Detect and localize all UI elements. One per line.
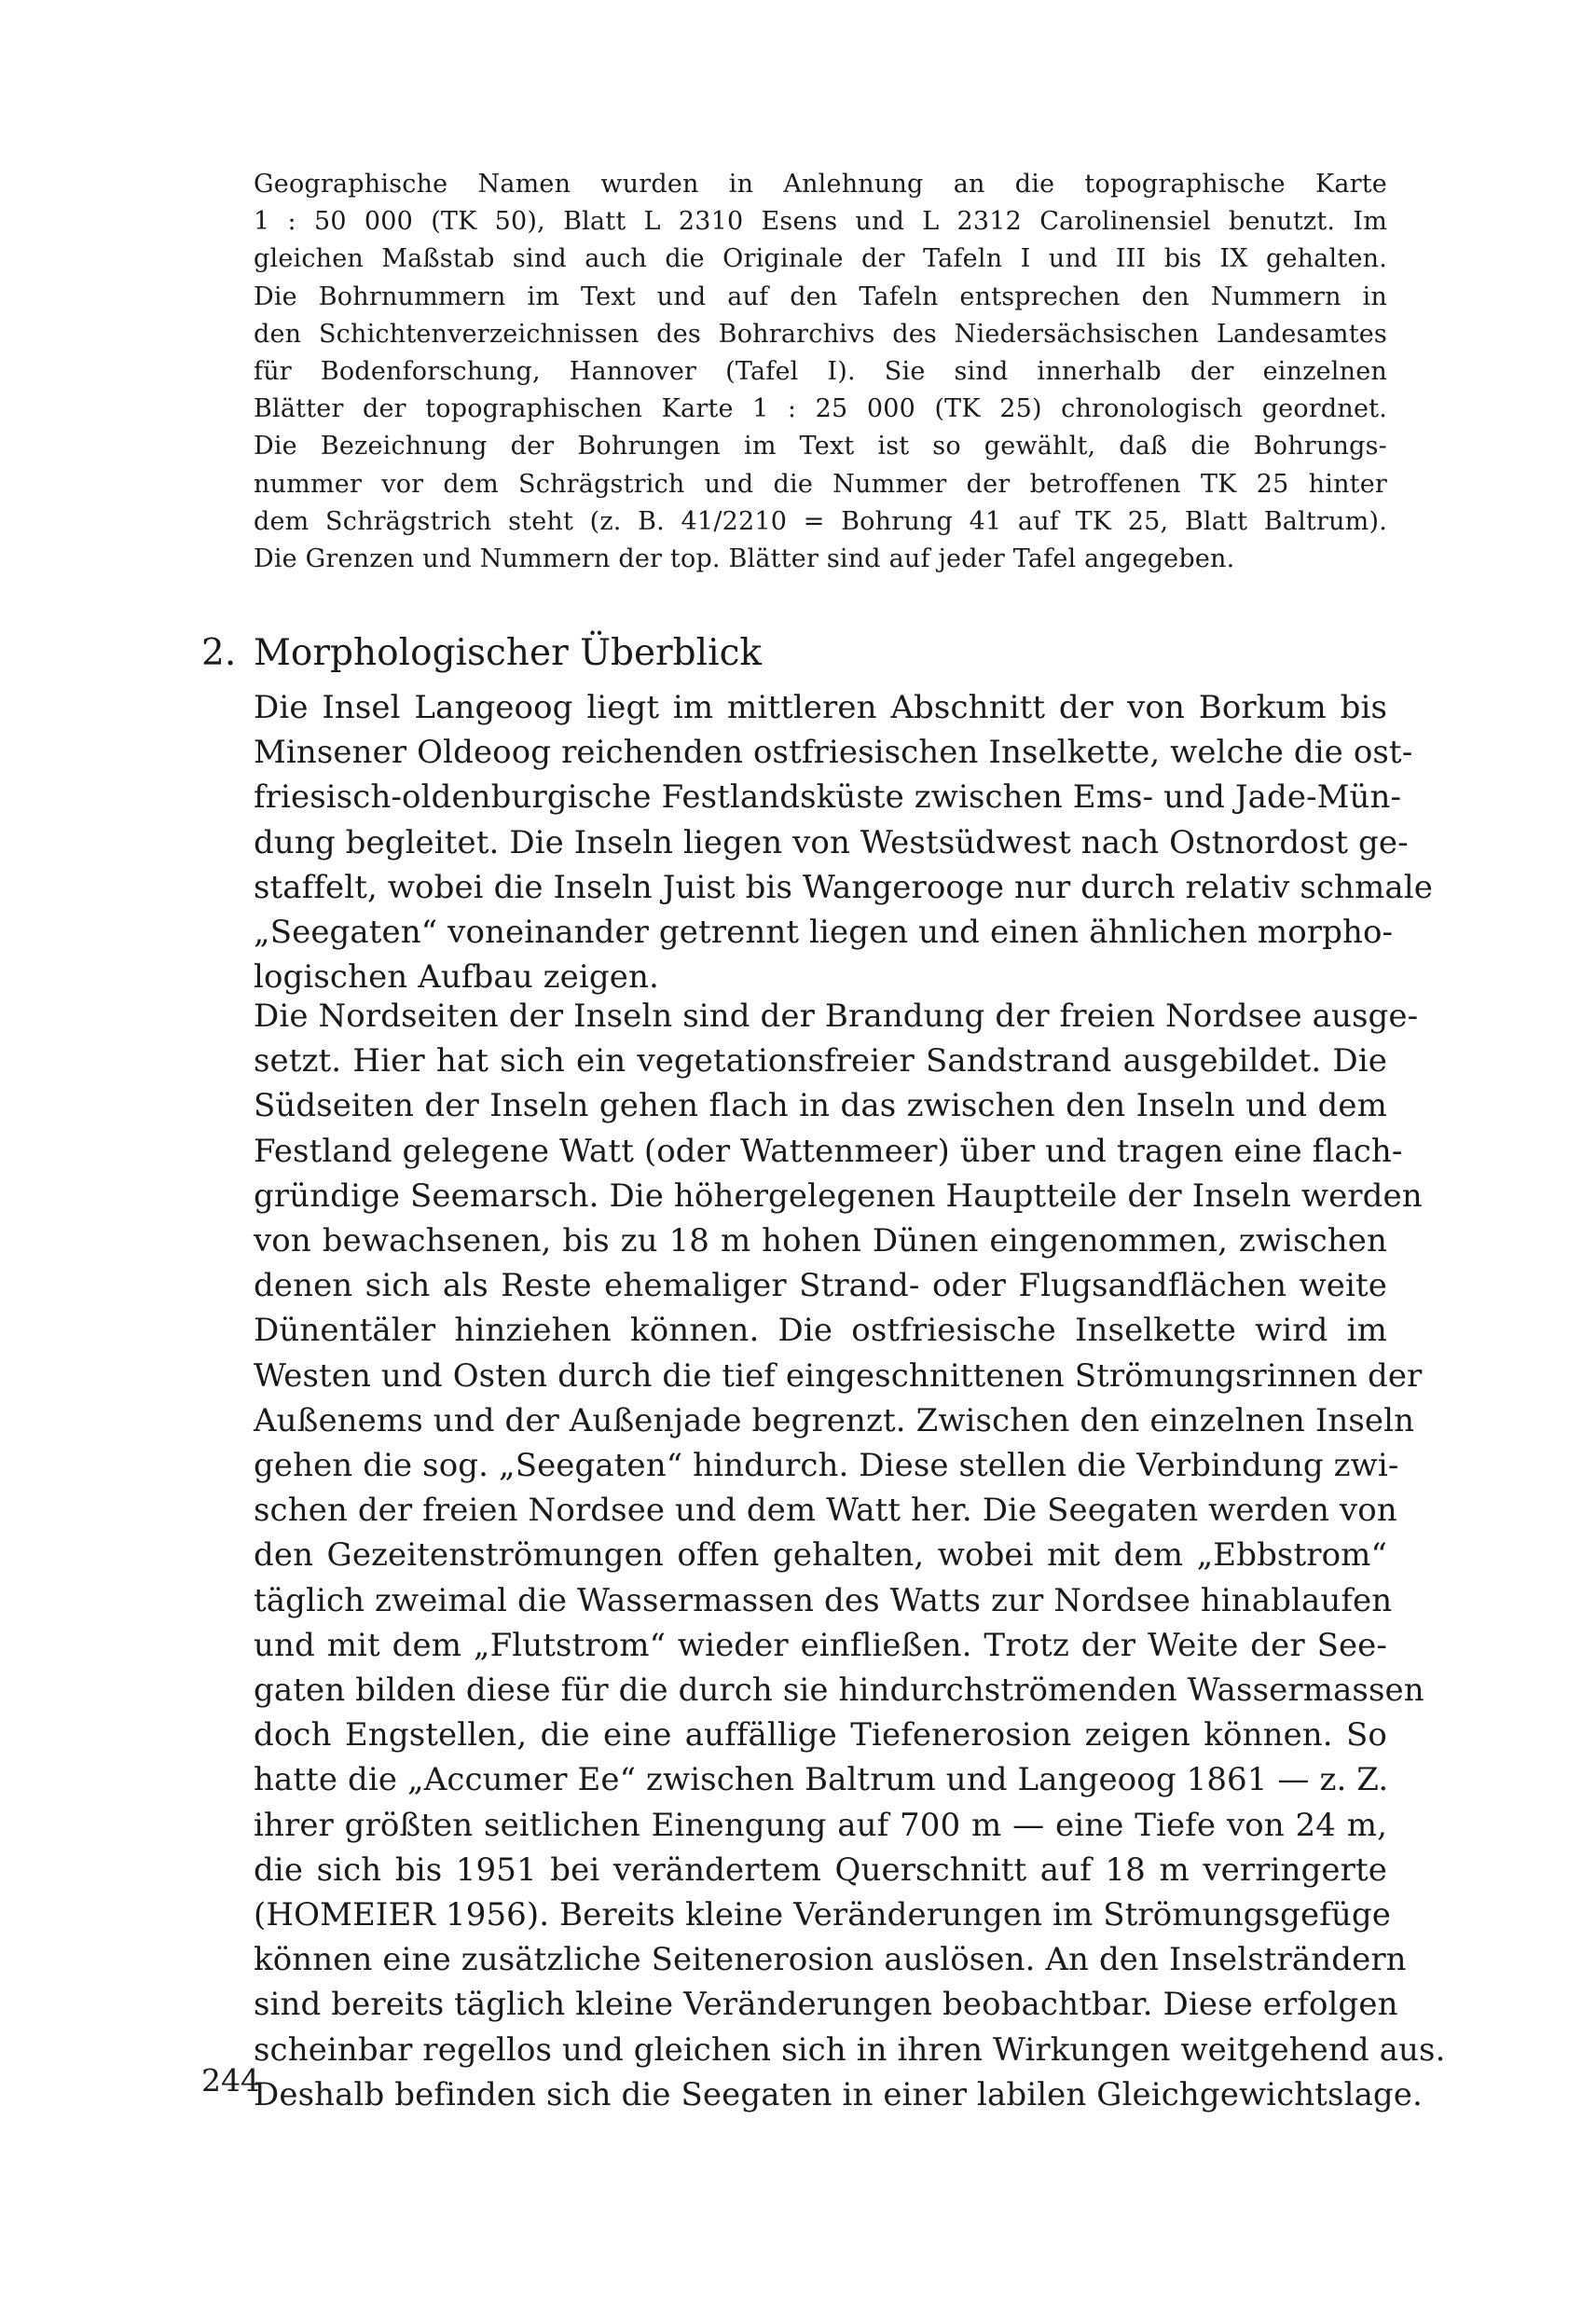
text-line: gründige Seemarsch. Die höhergelegenen Hauptteile der Inseln werden (254, 1177, 1423, 1215)
text-line: setzt. Hier hat sich ein vegetationsfreier Sandstrand ausgebildet. Die (254, 1042, 1387, 1080)
text-line: Die Nordseiten der Inseln sind der Brandung der freien Nordsee ausge- (254, 998, 1419, 1035)
text-line: Minsener Oldeoog reichenden ostfriesischen Inselkette, welche die ost- (254, 734, 1413, 772)
text-line: von bewachsenen, bis zu 18 m hohen Dünen eingenommen, zwischen (254, 1222, 1387, 1260)
text-line: scheinbar regellos und gleichen sich in ihren Wirkungen weitgehend aus. (254, 2030, 1446, 2069)
section-number: 2. (201, 632, 237, 674)
section-title: Morphologischer Überblick (254, 632, 763, 674)
page-number: 244 (201, 2062, 260, 2099)
text-line: (HOMEIER 1956). Bereits kleine Veränderungen im Strömungsgefüge (254, 1896, 1391, 1934)
text-line: hatte die „Accumer Ee“ zwischen Baltrum und Langeoog 1861 — z. Z. (254, 1761, 1389, 1799)
text-line: friesisch-oldenburgische Festlandsküste zwischen Ems- und Jade-Mün- (254, 778, 1402, 817)
text-line: dung begleitet. Die Inseln liegen von Westsüdwest nach Ostnordost ge- (254, 823, 1409, 861)
text-line: 1 : 50 000 (TK 50), Blatt L 2310 Esens und L 2312 Carolinensiel benutzt. Im (254, 207, 1387, 237)
text-line: gleichen Maßstab sind auch die Originale der Tafeln I und III bis IX gehalten. (254, 244, 1387, 274)
text-line: Die Bohrnummern im Text und auf den Tafeln entsprechen den Nummern in (254, 282, 1387, 311)
text-line: staffelt, wobei die Inseln Juist bis Wangerooge nur durch relativ schmale (254, 868, 1433, 906)
text-line: gaten bilden diese für die durch sie hindurchströmenden Wassermassen (254, 1672, 1424, 1710)
text-line: dem Schrägstrich steht (z. B. 41/2210 = Bohrung 41 auf TK 25, Blatt Baltrum). (254, 506, 1387, 536)
intro-paragraph (254, 166, 1387, 578)
text-line: „Seegaten“ voneinander getrennt liegen und einen ähnlichen morpho- (254, 914, 1394, 952)
text-line: Blätter der topographischen Karte 1 : 25 000 (TK 25) chronologisch geordnet. (254, 394, 1387, 424)
text-line: Dünentäler hinziehen können. Die ostfriesische Inselkette wird im (254, 1312, 1387, 1350)
text-line: Geographische Namen wurden in Anlehnung an die topographische Karte (254, 170, 1387, 199)
text-line: Die Grenzen und Nummern der top. Blätter sind auf jeder Tafel angegeben. (254, 544, 1235, 574)
text-line: denen sich als Reste ehemaliger Strand- oder Flugsandflächen weite (254, 1267, 1387, 1305)
text-line: den Gezeitenströmungen offen gehalten, wobei mit dem „Ebbstrom“ (254, 1536, 1387, 1575)
section-heading (201, 630, 762, 677)
text-line: gehen die sog. „Seegaten“ hindurch. Diese stellen die Verbindung zwi- (254, 1447, 1399, 1485)
text-line: Außenems und der Außenjade begrenzt. Zwischen den einzelnen Inseln (254, 1401, 1415, 1439)
text-line: ihrer größten seitlichen Einengung auf 700 m — eine Tiefe von 24 m, (254, 1806, 1387, 1844)
text-line: für Bodenforschung, Hannover (Tafel I). Sie sind innerhalb der einzelnen (254, 357, 1387, 387)
text-line: nummer vor dem Schrägstrich und die Nummer der betroffenen TK 25 hinter (254, 469, 1387, 499)
text-line: Südseiten der Inseln gehen flach in das zwischen den Inseln und dem (254, 1087, 1387, 1125)
body-paragraph-1 (254, 685, 1433, 999)
text-line: können eine zusätzliche Seitenerosion auslösen. An den Inselsträndern (254, 1941, 1407, 1979)
text-line: die sich bis 1951 bei verändertem Querschnitt auf 18 m verringerte (254, 1851, 1387, 1889)
text-line: sind bereits täglich kleine Veränderungen beobachtbar. Diese erfolgen (254, 1986, 1398, 2024)
text-line: Festland gelegene Watt (oder Wattenmeer) über und tragen eine flach- (254, 1132, 1403, 1170)
text-line: Westen und Osten durch die tief eingeschnittenen Strömungsrinnen der (254, 1356, 1423, 1395)
text-line: und mit dem „Flutstrom“ wieder einfließen. Trotz der Weite der See- (254, 1626, 1387, 1664)
text-line: Deshalb befinden sich die Seegaten in einer labilen Gleichgewichtslage. (254, 2075, 1423, 2113)
text-line: Die Bezeichnung der Bohrungen im Text ist so gewählt, daß die Bohrungs- (254, 432, 1387, 461)
text-line: Die Insel Langeoog liegt im mittleren Abschnitt der von Borkum bis (254, 689, 1387, 726)
text-line: täglich zweimal die Wassermassen des Watts zur Nordsee hinablaufen (254, 1581, 1393, 1619)
body-paragraph-2 (254, 994, 1446, 2117)
text-line: logischen Aufbau zeigen. (254, 958, 659, 997)
text-line: doch Engstellen, die eine auffällige Tiefenerosion zeigen können. So (254, 1716, 1387, 1755)
text-line: den Schichtenverzeichnissen des Bohrarchivs des Niedersächsischen Landesamtes (254, 319, 1387, 349)
text-line: schen der freien Nordsee und dem Watt her. Die Seegaten werden von (254, 1492, 1397, 1530)
